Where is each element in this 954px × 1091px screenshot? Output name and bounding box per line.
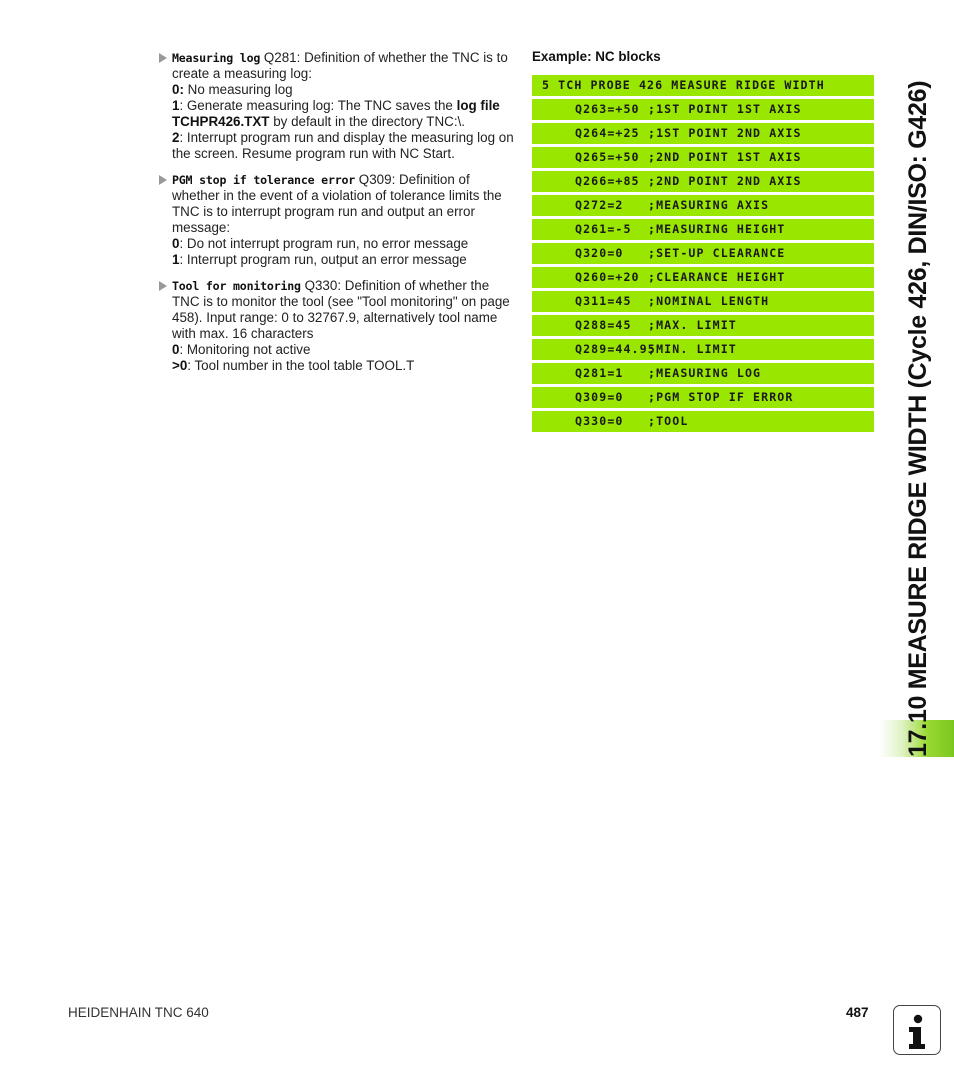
nc-q-parameter: Q263=+50 — [575, 102, 640, 116]
nc-q-parameter: Q266=+85 — [575, 174, 640, 188]
param-code: Q309 — [358, 172, 392, 187]
nc-q-parameter: Q330=0 — [575, 414, 624, 428]
nc-block-row — [532, 147, 874, 168]
nc-block-row — [532, 171, 874, 192]
param-option: 1: Generate measuring log: The TNC saves the log file TCHPR426.TXT by default in the directory TNC:\. — [172, 98, 500, 129]
nc-q-parameter: Q311=45 — [575, 294, 632, 308]
parameter-list — [159, 50, 515, 384]
nc-block-list — [532, 99, 874, 432]
nc-q-parameter: Q309=0 — [575, 390, 624, 404]
nc-example — [532, 49, 874, 435]
nc-block-row — [532, 195, 874, 216]
nc-block-row — [532, 411, 874, 432]
nc-block-row — [532, 363, 874, 384]
nc-block-row — [532, 123, 874, 144]
nc-block-row — [532, 267, 874, 288]
footer-product: HEIDENHAIN TNC 640 — [68, 1005, 209, 1020]
nc-block-row — [532, 387, 874, 408]
nc-block-row — [532, 219, 874, 240]
param-description: : Definition of whether the TNC is to monitor the tool (see "Tool monitoring" on page 458). Input range: 0 to 32767.9, alternatively tool name with max. 16 characters — [172, 278, 510, 341]
param-code: Q330 — [304, 278, 338, 293]
bullet-arrow-icon — [159, 175, 167, 185]
param-tool-monitoring — [159, 278, 515, 374]
nc-q-parameter: Q264=+25 — [575, 126, 640, 140]
example-heading: Example: NC blocks — [532, 49, 661, 64]
nc-q-parameter: Q288=45 — [575, 318, 632, 332]
nc-header-block: 5 TCH PROBE 426 MEASURE RIDGE WIDTH — [532, 75, 874, 96]
param-measuring-log — [159, 50, 515, 162]
nc-block-row — [532, 243, 874, 264]
nc-comment: ;MAX. LIMIT — [648, 318, 737, 332]
info-icon — [893, 1005, 941, 1055]
param-option: 0: Do not interrupt program run, no error message — [172, 236, 469, 251]
nc-comment: ;MEASURING AXIS — [648, 198, 770, 212]
param-option: 1: Interrupt program run, output an error message — [172, 252, 467, 267]
nc-comment: ;1ST POINT 2ND AXIS — [648, 126, 802, 140]
nc-comment: ;NOMINAL LENGTH — [648, 294, 770, 308]
page-number: 487 — [846, 1005, 869, 1020]
nc-comment: ;SET-UP CLEARANCE — [648, 246, 786, 260]
nc-comment: ;1ST POINT 1ST AXIS — [648, 102, 802, 116]
nc-comment: ;PGM STOP IF ERROR — [648, 390, 794, 404]
param-option: 0: Monitoring not active — [172, 342, 311, 357]
nc-comment: ;MEASURING HEIGHT — [648, 222, 786, 236]
nc-block-row — [532, 291, 874, 312]
nc-comment: ;2ND POINT 2ND AXIS — [648, 174, 802, 188]
param-option: >0: Tool number in the tool table TOOL.T — [172, 358, 415, 373]
nc-q-parameter: Q265=+50 — [575, 150, 640, 164]
param-name: Tool for monitoring — [172, 279, 301, 293]
param-description: : Definition of whether the TNC is to create a measuring log: — [172, 50, 508, 81]
chapter-title: 17.10 MEASURE RIDGE WIDTH (Cycle 426, DIN/ISO: G426) — [904, 80, 932, 757]
param-option: 0: No measuring log — [172, 82, 293, 97]
param-name: PGM stop if tolerance error — [172, 173, 356, 187]
param-description: : Definition of whether in the event of a violation of tolerance limits the TNC is to interrupt program run and output an error message: — [172, 172, 502, 235]
nc-block-row — [532, 339, 874, 360]
nc-comment: ;2ND POINT 1ST AXIS — [648, 150, 802, 164]
nc-comment: ;TOOL — [648, 414, 689, 428]
param-code: Q281 — [263, 50, 297, 65]
bullet-arrow-icon — [159, 53, 167, 63]
param-name: Measuring log — [172, 51, 261, 65]
nc-comment: ;MEASURING LOG — [648, 366, 762, 380]
nc-q-parameter: Q261=-5 — [575, 222, 632, 236]
nc-comment: ;MIN. LIMIT — [648, 342, 737, 356]
nc-q-parameter: Q320=0 — [575, 246, 624, 260]
nc-block-row — [532, 99, 874, 120]
nc-q-parameter: Q281=1 — [575, 366, 624, 380]
bullet-arrow-icon — [159, 281, 167, 291]
nc-q-parameter: Q260=+20 — [575, 270, 640, 284]
param-pgm-stop — [159, 172, 515, 268]
nc-comment: ;CLEARANCE HEIGHT — [648, 270, 786, 284]
nc-block-row — [532, 315, 874, 336]
nc-q-parameter: Q289=44.95 — [575, 342, 656, 356]
param-option: 2: Interrupt program run and display the measuring log on the screen. Resume program run with NC Start. — [172, 130, 514, 161]
nc-q-parameter: Q272=2 — [575, 198, 624, 212]
